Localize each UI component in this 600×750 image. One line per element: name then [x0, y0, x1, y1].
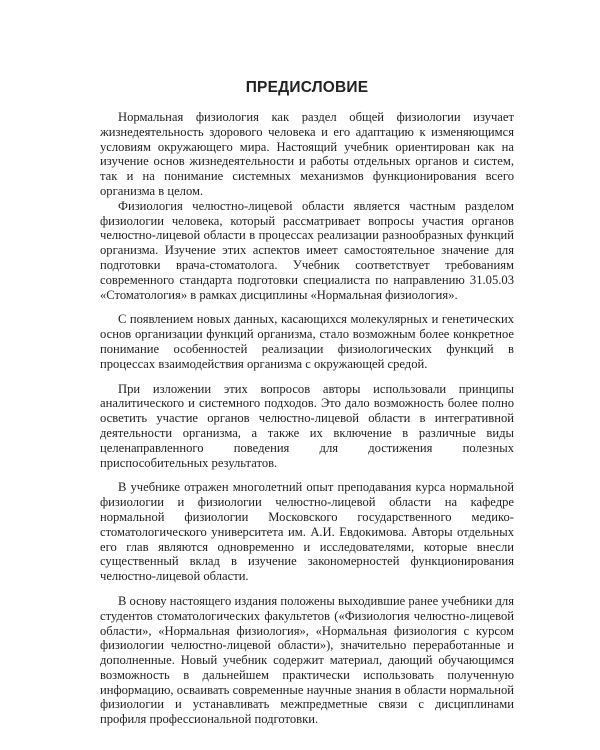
paragraph-1: Нормальная физиология как раздел общей физиологии изучает жизнедеятельность здорового человека и его адаптацию к изменяющимся условиям окружающего мира. Настоящий учебник ориентирован как на изучение основ жизнедеятельности и работы отдельных органов и систем, так и на понимание системных механизмов функционирования всего организма в целом. — [100, 110, 514, 198]
paragraph-2: Физиология челюстно-лицевой области является частным разделом физиологии человека, который рассматривает вопросы участия органов челюстно-лицевой области в процессах реализации разнообразных функций организма. Изучение этих аспектов имеет самостоятельное значение для подготовки врача-стоматолога. Учебник соответствует требованиям современного стандарта подготовки специалиста по направлению 31.05.03 «Стоматология» в рамках дисциплины «Нормальная физиология». — [100, 198, 514, 302]
page-title: ПРЕДИСЛОВИЕ — [245, 79, 369, 96]
paragraph-4: При изложении этих вопросов авторы использовали принципы аналитического и системного подходов. Это дало возможность более полно осветить участие органов челюстно-лицевой области в интегративной деятельности организма, а также их включение в различные виды целенаправленного поведения для достижения полезных приспособительных результатов. — [100, 381, 514, 470]
paragraph-6: В основу настоящего издания положены выходившие ранее учебники для студентов стоматологических факультетов («Физиология челюстно-лицевой области», «Нормальная физиология», «Нормальная физиология с курсом физиологии челюстно-лицевой области»), значительно переработанные и дополненные. Новый учебник содержит материал, дающий обучающимся возможность в дальнейшем практически использовать полученную информацию, осваивать современные научные знания в области нормальной физиологии и устанавливать межпредметные связи с дисциплинами профиля профессиональной подготовки. — [100, 593, 514, 727]
paragraph-3: С появлением новых данных, касающихся молекулярных и генетических основ организации функций организма, стало возможным более конкретное понимание особенностей реализации физиологических функций в процессах взаимодействия организма с окружающей средой. — [100, 312, 514, 371]
preface-page — [100, 78, 514, 727]
paragraph-5: В учебнике отражен многолетний опыт преподавания курса нормальной физиологии и физиологии челюстно-лицевой области на кафедре нормальной физиологии Московского государственного медико-стоматологического университета им. А.И. Евдокимова. Авторы отдельных его глав являются одновременно и исследователями, которые внесли существенный вклад в изучение закономерностей функционирования челюстно-лицевой области. — [100, 480, 514, 584]
